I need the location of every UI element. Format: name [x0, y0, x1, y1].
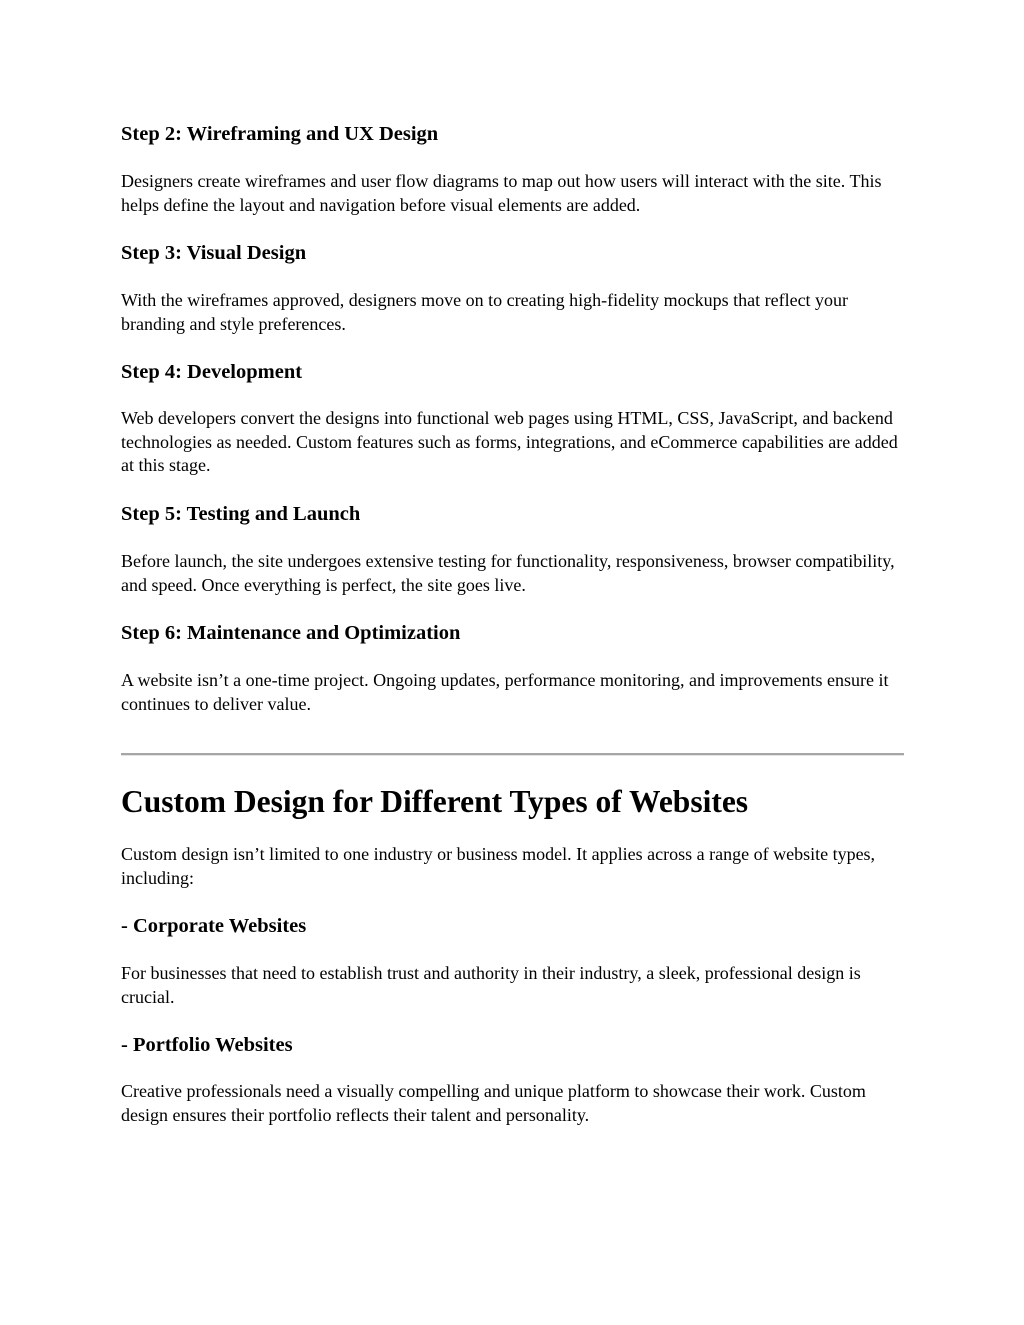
step-3-text: With the wireframes approved, designers move on to creating high-fidelity mockups that reflect your branding and style preferences. [121, 290, 849, 334]
horizontal-divider [121, 753, 904, 756]
step-6-text: A website isn’t a one-time project. Ongoing updates, performance monitoring, and improvements ensure it continues to deliver value. [121, 670, 889, 714]
step-2-heading: Step 2: Wireframing and UX Design [121, 123, 439, 145]
step-5-text: Before launch, the site undergoes extensive testing for functionality, responsiveness, browser compatibility, and speed. Once everything is perfect, the site goes live. [121, 551, 895, 595]
portfolio-websites-heading: - Portfolio Websites [121, 1034, 293, 1056]
step-6-heading: Step 6: Maintenance and Optimization [121, 622, 461, 644]
step-5-heading: Step 5: Testing and Launch [121, 503, 361, 525]
step-3-heading: Step 3: Visual Design [121, 242, 307, 264]
portfolio-websites-text: Creative professionals need a visually compelling and unique platform to showcase their work. Custom design ensures their portfolio reflects their talent and personality. [121, 1081, 866, 1125]
section-intro: Custom design isn’t limited to one industry or business model. It applies across a range of website types, including: [121, 844, 876, 888]
step-4-text: Web developers convert the designs into functional web pages using HTML, CSS, JavaScript, and backend technologies as needed. Custom features such as forms, integrations, and eCommerce capabilities are added at this stage. [121, 408, 898, 475]
corporate-websites-heading: - Corporate Websites [121, 915, 307, 937]
step-4-heading: Step 4: Development [121, 361, 303, 383]
section-title: Custom Design for Different Types of Websites [121, 784, 749, 819]
step-2-text: Designers create wireframes and user flow diagrams to map out how users will interact with the site. This helps define the layout and navigation before visual elements are added. [121, 171, 882, 215]
corporate-websites-text: For businesses that need to establish trust and authority in their industry, a sleek, professional design is crucial. [121, 963, 861, 1007]
